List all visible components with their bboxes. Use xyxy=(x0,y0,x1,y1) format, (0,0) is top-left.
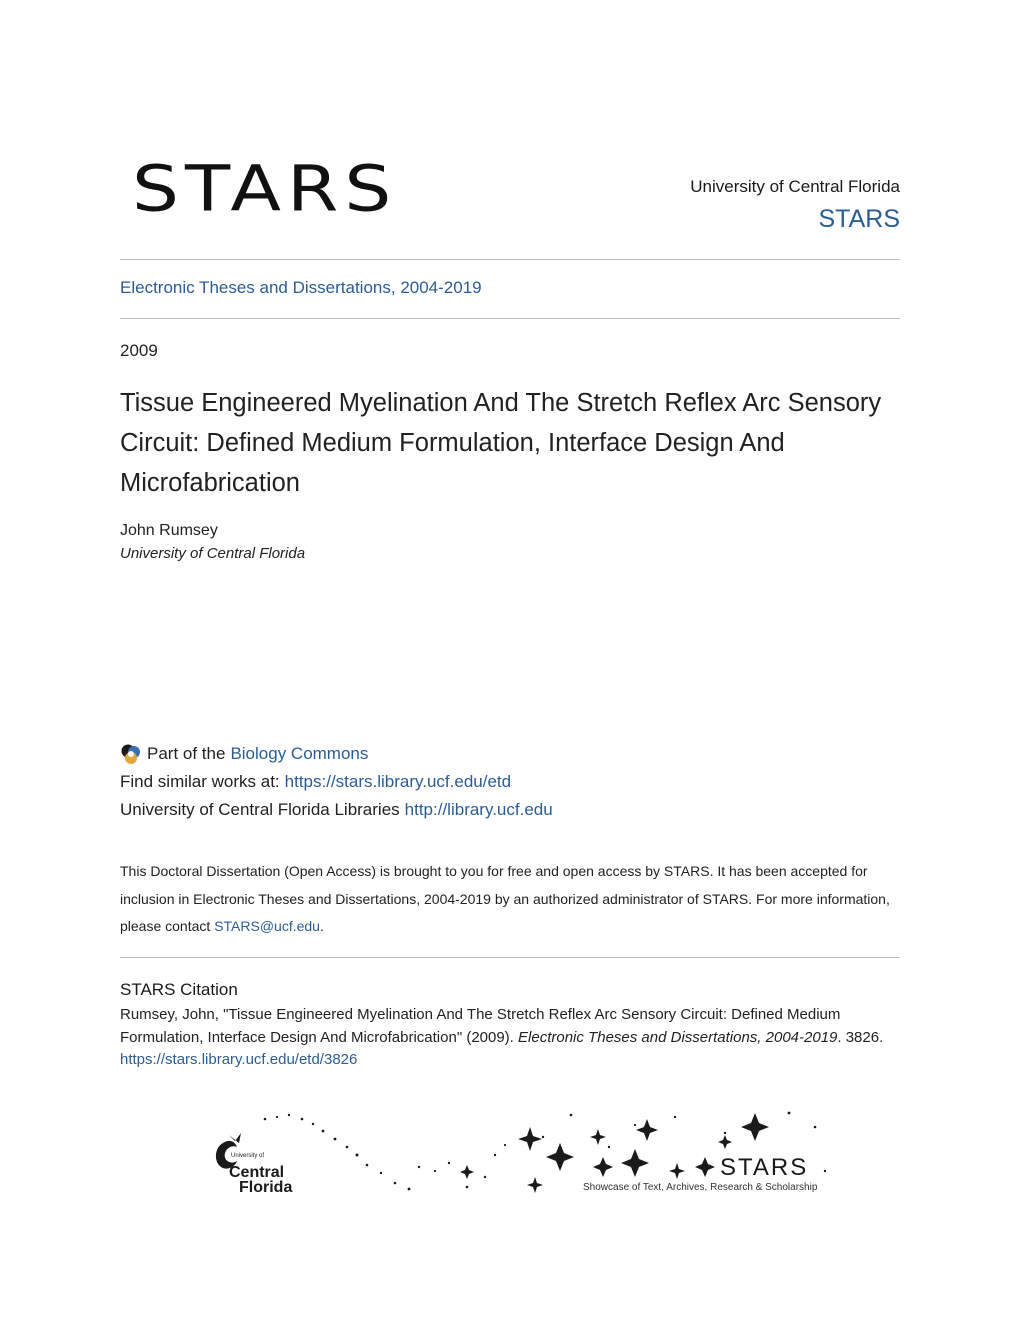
divider xyxy=(120,259,900,260)
institution-block xyxy=(690,177,900,234)
notice-end: . xyxy=(319,918,324,934)
access-notice xyxy=(120,858,910,941)
footer-tagline: Showcase of Text, Archives, Research & Scholarship xyxy=(583,1182,818,1193)
libraries-label: University of Central Florida Libraries xyxy=(120,800,400,819)
libraries-row xyxy=(120,796,553,824)
collection-link[interactable]: Electronic Theses and Dissertations, 2004-2019 xyxy=(120,278,482,297)
citation-series: Electronic Theses and Dissertations, 2004-2019 xyxy=(518,1028,838,1046)
ucf-small-text: University of xyxy=(231,1153,265,1159)
repository-link[interactable]: STARS xyxy=(818,205,900,233)
ucf-central-text: Central xyxy=(229,1164,285,1181)
footer-banner xyxy=(205,1105,845,1205)
citation-body xyxy=(120,1004,910,1072)
stars-logo xyxy=(130,158,480,228)
page-title: Tissue Engineered Myelination And The Stretch Reflex Arc Sensory Circuit: Defined Medium Formulation, Interface Design And Microfabrication xyxy=(120,389,882,497)
biology-commons-link[interactable]: Biology Commons xyxy=(230,744,369,763)
publication-year: 2009 xyxy=(120,341,158,360)
institution-name: University of Central Florida xyxy=(690,177,900,196)
similar-works-link[interactable]: https://stars.library.ucf.edu/etd xyxy=(284,772,512,791)
divider xyxy=(120,318,900,319)
citation-text: Rumsey, John, "Tissue Engineered Myelination And The Stretch Reflex Arc Sensory Circuit: Defined Medium Formulation, Interface Design And Microfabrication" (2009). xyxy=(120,1006,841,1046)
footer-stars-logo: STARS xyxy=(720,1154,809,1181)
libraries-link[interactable]: http://library.ucf.edu xyxy=(404,800,553,819)
star-icon xyxy=(460,1113,769,1193)
ucf-florida-text: Florida xyxy=(239,1179,293,1196)
part-of-label: Part of the xyxy=(147,744,226,763)
divider xyxy=(120,957,900,958)
contact-email-link[interactable]: STARS@ucf.edu xyxy=(214,918,320,934)
similar-works-row xyxy=(120,768,553,796)
author-name: John Rumsey xyxy=(120,522,218,539)
stars-logo-text: STARS xyxy=(132,158,398,227)
part-of-row xyxy=(120,740,553,768)
similar-works-label: Find similar works at: xyxy=(120,772,280,791)
bepress-commons-icon xyxy=(120,743,142,765)
citation-url-link[interactable]: https://stars.library.ucf.edu/etd/3826 xyxy=(120,1051,358,1068)
citation-number: . 3826. xyxy=(837,1028,884,1046)
notice-text: This Doctoral Dissertation (Open Access) is brought to you for free and open access by STARS. It has been accepted for inclusion in Electronic Theses and Dissertations, 2004-2019 by an authorized administrator of STARS. For more information, please contact xyxy=(120,863,890,934)
related-links xyxy=(120,740,553,824)
citation-heading: STARS Citation xyxy=(120,980,238,999)
author-affiliation: University of Central Florida xyxy=(120,545,306,562)
